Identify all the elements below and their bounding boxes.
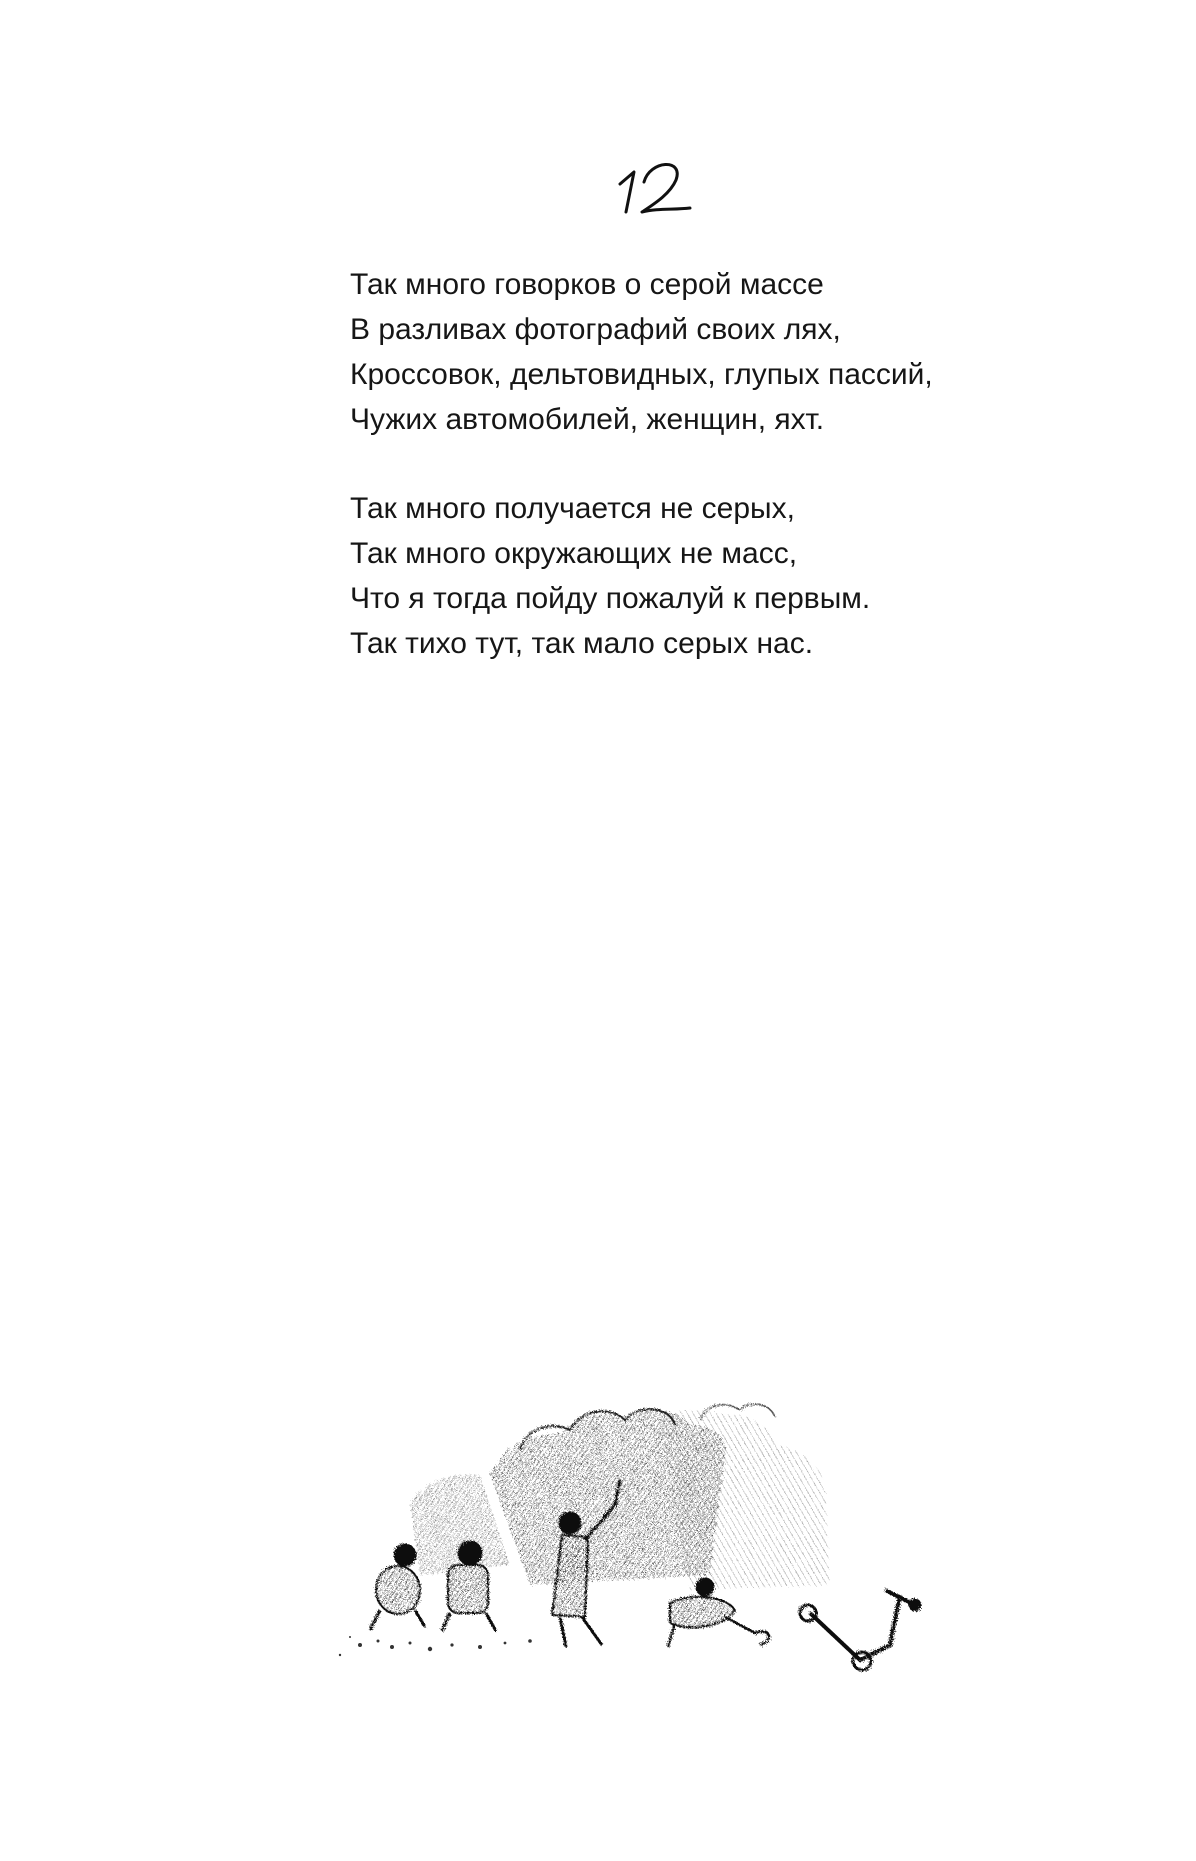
poem-line: Чужих автомобилей, женщин, яхт. (350, 403, 825, 436)
poem-line: Что я тогда пойду пожалуй к первым. (350, 582, 871, 615)
poem-line: Так тихо тут, так мало серых нас. (350, 627, 814, 660)
poem (350, 262, 1050, 710)
ground-specks (339, 1636, 532, 1656)
poem-line: Кроссовок, дельтовидных, глупых пассий, (350, 358, 933, 391)
stanza-2 (350, 486, 1050, 666)
poem-line: В разливах фотографий своих лях, (350, 313, 841, 346)
poem-line: Так много окружающих не масс, (350, 537, 798, 570)
crowd-sketch (330, 1355, 1110, 1675)
sketch-illustration (330, 1355, 1110, 1675)
stanza-1 (350, 262, 1050, 442)
page-number-handwritten (614, 150, 704, 220)
poem-line: Так много говорков о серой массе (350, 268, 824, 301)
poem-line: Так много получается не серых, (350, 492, 795, 525)
page-number (614, 150, 704, 220)
